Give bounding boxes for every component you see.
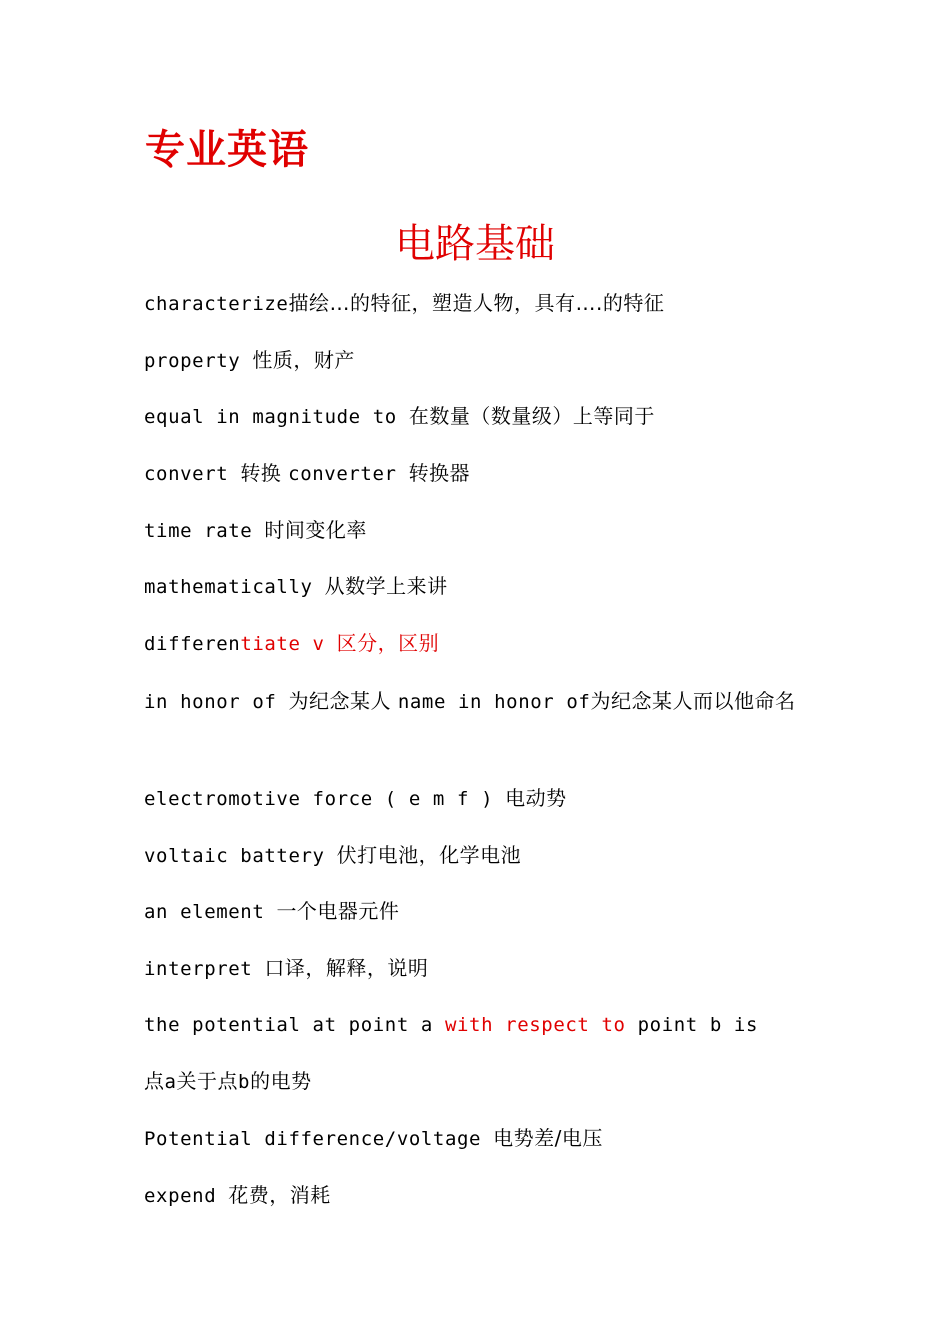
term: point b is	[625, 1013, 759, 1036]
list-item	[144, 397, 804, 454]
term: name in honor of	[397, 690, 591, 713]
meaning: 从数学上来讲	[324, 574, 448, 599]
term: a	[164, 1071, 177, 1094]
list-item	[144, 1062, 804, 1119]
term: time rate	[144, 519, 265, 542]
meaning: 花费，消耗	[228, 1182, 331, 1207]
term: mathematically	[144, 576, 325, 599]
list-item	[144, 454, 804, 511]
meaning: 伏打电池，化学电池	[336, 842, 522, 867]
meaning-highlight: 区分，区别	[336, 631, 440, 656]
meaning: 为纪念某人	[288, 688, 398, 713]
term: differen	[144, 633, 241, 656]
term: interpret	[144, 957, 265, 980]
term: in honor of	[144, 690, 289, 713]
term: convert	[144, 463, 241, 486]
list-item	[144, 836, 804, 893]
meaning: 点	[144, 1069, 165, 1094]
term: the potential at point a	[144, 1013, 445, 1036]
meaning: 时间变化率	[264, 517, 367, 542]
meaning: 口译，解释，说明	[264, 955, 429, 980]
list-item	[144, 511, 804, 568]
meaning: 描绘…的特征，塑造人物，具有….的特征	[288, 291, 665, 315]
term: converter	[288, 463, 409, 486]
term: Potential difference/voltage	[144, 1127, 494, 1150]
term: an element	[144, 901, 277, 924]
list-item	[144, 1176, 804, 1233]
meaning: 关于点	[176, 1069, 239, 1094]
term: electromotive force ( e m f )	[144, 787, 506, 810]
list-item	[144, 341, 804, 398]
meaning: 电动势	[505, 785, 567, 810]
list-item	[144, 1119, 804, 1176]
section-title: 电路基础	[395, 221, 555, 267]
meaning: 电势差/电压	[493, 1125, 603, 1150]
list-item	[144, 892, 804, 949]
list-item	[144, 681, 804, 779]
term: b	[238, 1071, 251, 1094]
document-title: 专业英语	[145, 127, 309, 173]
meaning: 为纪念某人而以他命名	[590, 688, 796, 713]
meaning: 的电势	[250, 1069, 312, 1094]
list-item	[144, 1006, 804, 1063]
term: equal in magnitude to	[144, 406, 409, 429]
meaning: 转换	[240, 461, 289, 486]
list-item	[144, 624, 804, 681]
term: voltaic battery	[144, 844, 337, 867]
term-highlight: tiate v	[240, 633, 337, 656]
term: property	[144, 349, 253, 372]
vocabulary-list	[144, 284, 804, 1232]
meaning: 性质，财产	[252, 347, 355, 372]
list-item	[144, 567, 804, 624]
list-item	[144, 949, 804, 1006]
term: characterize	[144, 293, 289, 315]
meaning: 在数量（数量级）上等同于	[408, 404, 655, 429]
meaning: 一个电器元件	[276, 899, 400, 924]
list-item	[144, 284, 804, 341]
list-item	[144, 779, 804, 836]
meaning: 转换器	[408, 461, 471, 486]
term: expend	[144, 1184, 229, 1207]
term-highlight: with respect to	[444, 1013, 626, 1036]
